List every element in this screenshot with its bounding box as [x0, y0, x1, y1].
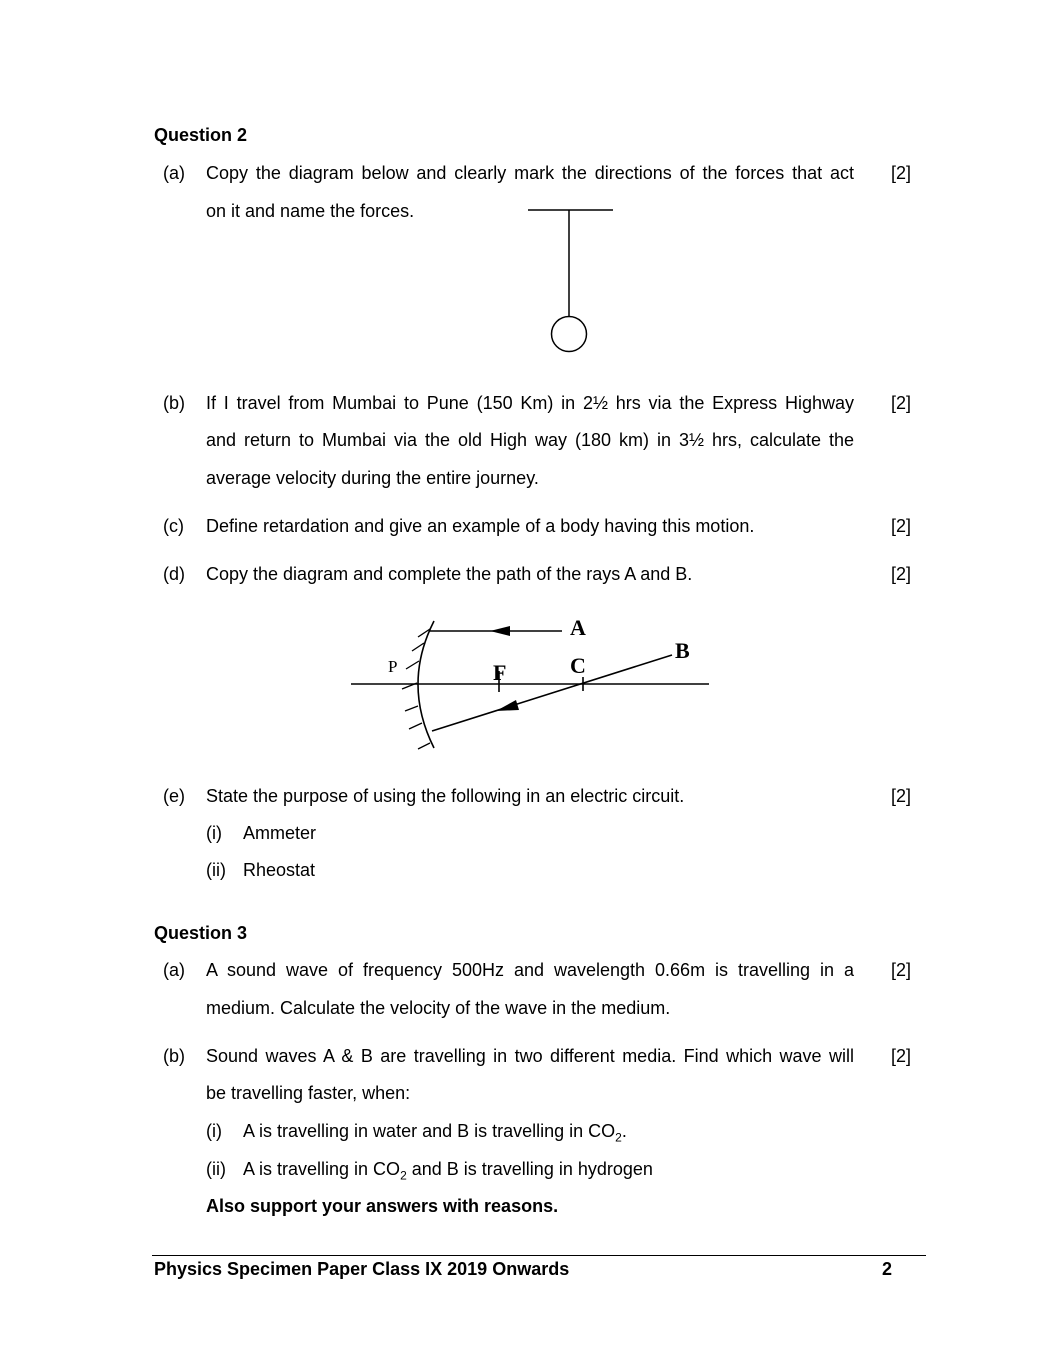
q2b-marks: [2] — [891, 393, 912, 413]
q3b-note: Also support your answers with reasons. — [206, 1196, 559, 1216]
q3a-line2: medium. Calculate the velocity of the wave in the medium. — [206, 998, 671, 1018]
q2a-label: (a) — [163, 163, 185, 183]
q2a-line2: on it and name the forces. — [206, 201, 415, 221]
concave-mirror-ray-diagram — [340, 605, 720, 765]
q3b-item-text: A is travelling in $CO_2$ and B is travelling in hydrogen — [243, 1159, 653, 1183]
ray-b-arrowhead — [496, 700, 519, 711]
q3a-label: (a) — [163, 960, 185, 980]
q2c-marks: [2] — [891, 516, 912, 536]
q2e-item-label: (ii) — [206, 860, 226, 880]
page-number: 2 — [882, 1259, 893, 1279]
q2b-line2: and return to Mumbai via the old High way (180 km) in 3½ hrs, calculate the — [206, 430, 854, 450]
q2c-text: Define retardation and give an example of a body having this motion. — [206, 516, 755, 536]
q2d-text: Copy the diagram and complete the path of the rays A and B. — [206, 564, 693, 584]
q2c-label: (c) — [163, 516, 184, 536]
q3a-line1: A sound wave of frequency 500Hz and wavelength 0.66m is travelling in a — [206, 960, 854, 980]
pendulum-bob — [552, 317, 587, 352]
ray-a-arrowhead — [490, 626, 510, 636]
question-2-title: Question 2 — [154, 125, 248, 145]
focus-label: F — [493, 660, 507, 685]
pendulum-diagram — [520, 200, 620, 360]
q2b-line1: If I travel from Mumbai to Pune (150 Km) in 2½ hrs via the Express Highway — [206, 393, 854, 413]
footer-title: Physics Specimen Paper Class IX 2019 Onwards — [154, 1259, 570, 1279]
ray-a-label: A — [570, 615, 586, 640]
q2b-label: (b) — [163, 393, 185, 413]
question-3-title: Question 3 — [154, 923, 248, 943]
q2a-marks: [2] — [891, 163, 912, 183]
q3b-item-text: A is travelling in water and B is travelling in $CO_2$. — [243, 1121, 627, 1145]
q2e-item-text: Ammeter — [243, 823, 317, 843]
ray-b-label: B — [675, 638, 690, 663]
q3b-line2: be travelling faster, when: — [206, 1083, 411, 1103]
q2e-label: (e) — [163, 786, 185, 806]
centre-label: C — [570, 653, 586, 678]
q2d-label: (d) — [163, 564, 185, 584]
q2e-item-label: (i) — [206, 823, 222, 843]
ray-b-line — [432, 655, 672, 731]
q3b-item-label: (ii) — [206, 1159, 226, 1179]
q2d-marks: [2] — [891, 564, 912, 584]
q3b-marks: [2] — [891, 1046, 912, 1066]
q2a-line1: Copy the diagram below and clearly mark the directions of the forces that act — [206, 163, 854, 183]
q3b-item-label: (i) — [206, 1121, 222, 1141]
footer-rule — [152, 1255, 926, 1256]
q2e-item-text: Rheostat — [243, 860, 316, 880]
q3b-line1: Sound waves A & B are travelling in two different media. Find which wave will — [206, 1046, 854, 1066]
pole-label: P — [388, 657, 398, 676]
q3b-label: (b) — [163, 1046, 185, 1066]
q2e-text: State the purpose of using the following in an electric circuit. — [206, 786, 685, 806]
q3a-marks: [2] — [891, 960, 912, 980]
q2e-marks: [2] — [891, 786, 912, 806]
q2b-line3: average velocity during the entire journey. — [206, 468, 539, 488]
